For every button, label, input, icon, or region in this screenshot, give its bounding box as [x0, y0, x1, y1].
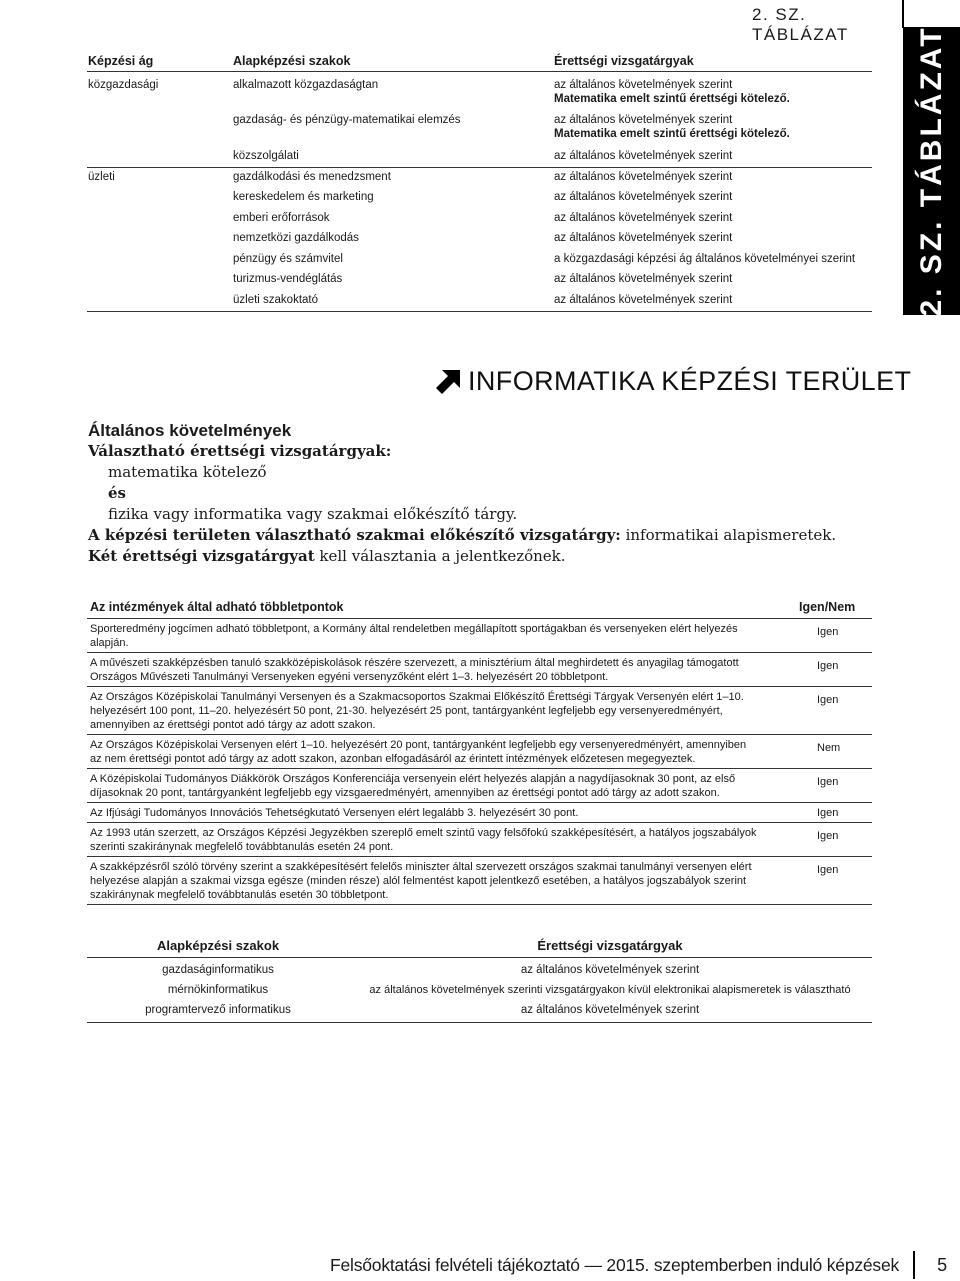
requirement-line: fizika vagy informatika vagy szakmai előkészítő tárgy. — [108, 505, 518, 523]
extra-points-description: Az Országos Középiskolai Versenyen elért 1–10. helyezésért 20 pont, tantárgyanként legfeljebb egy versenyeredményért, amennyiben az nem érettségi pontot adó tárgy az adott szakon, azonban elfogadásáról az érintett intézmények előzetesen megegyeztek. — [90, 739, 747, 765]
subjects-cell: az általános követelmények szerint — [554, 79, 733, 91]
subjects-cell: az általános követelmények szerint — [520, 1004, 700, 1016]
col-header-major: Alapképzési szakok — [233, 54, 351, 68]
subjects-cell: az általános követelmények szerinti vizsgatárgyakon kívül elektronikai alapismeretek is választható — [369, 984, 851, 996]
extra-points-value: Igen — [817, 626, 839, 638]
subjects-cell: az általános követelmények szerint — [554, 212, 733, 224]
table-row — [87, 857, 872, 905]
general-requirements — [88, 420, 888, 567]
general-requirements-title: Általános követelmények — [88, 421, 292, 440]
major-cell: gazdaságinformatikus — [162, 964, 274, 976]
major-cell: kereskedelem és marketing — [233, 191, 374, 203]
col-header-extra-points: Az intézmények által adható többletpontok — [90, 600, 344, 614]
major-cell: turizmus-vendéglátás — [233, 273, 343, 285]
majors-table-body — [87, 72, 872, 312]
prep-subject-label: A képzési területen választható szakmai előkészítő vizsgatárgy: — [88, 526, 621, 544]
major-cell: mérnökinformatikus — [167, 984, 269, 996]
section-title — [436, 366, 911, 397]
subjects-cell: az általános követelmények szerint — [554, 232, 733, 244]
subjects-cell: az általános követelmények szerint — [554, 150, 733, 162]
extra-points-description: Sporteredmény jogcímen adható többletpont, a Kormány által rendeletben megállapított sportágakban és versenyeken elért helyezés alapján. — [90, 623, 738, 649]
two-subjects-value: kell választania a jelentkezőnek. — [314, 547, 566, 565]
major-cell: gazdálkodási és menedzsment — [233, 171, 391, 183]
col-header-branch: Képzési ág — [88, 54, 154, 68]
majors-table-header — [87, 51, 872, 72]
col-header-yes-no: Igen/Nem — [799, 600, 856, 614]
col-header-major: Alapképzési szakok — [156, 938, 280, 953]
page-number: 5 — [937, 1254, 948, 1275]
divider — [87, 167, 872, 168]
subjects-cell: az általános követelmények szerint — [554, 273, 733, 285]
extra-points-description: Az Ifjúsági Tudományos Innovációs Tehetségkutató Versenyen elért legalább 3. helyezésért 30 pont. — [90, 807, 579, 819]
prep-subject-value: informatikai alapismeretek. — [620, 526, 837, 544]
extra-points-description: A szakképzésről szóló törvény szerint a szakképesítésért felelős miniszter által szervezett országos szakmai tanulmányi versenyen elért helyezése alapján a szakmai vizsga egésze (minden része) alól felmentést kapott jelentkező esetében, a hatályos jogszabályok szerint szakiránynak megfelelő továbbtanulás esetén 30 többletpont. — [90, 861, 752, 901]
major-cell: üzleti szakoktató — [233, 294, 319, 306]
major-cell: nemzetközi gazdálkodás — [233, 232, 359, 244]
extra-points-value: Igen — [817, 694, 839, 706]
requirement-conjunction: és — [108, 484, 126, 502]
footer-divider — [913, 1251, 915, 1279]
page-footer — [330, 1252, 947, 1278]
table-row — [87, 769, 872, 803]
branch-cell: üzleti — [88, 171, 115, 183]
table-row — [87, 619, 872, 653]
extra-points-value: Igen — [817, 776, 839, 788]
extra-points-value: Igen — [817, 807, 839, 819]
major-cell: közszolgálati — [233, 150, 299, 162]
subjects-cell: az általános követelmények szerint — [554, 294, 733, 306]
side-tab — [903, 27, 960, 315]
informatics-majors-header — [87, 935, 872, 958]
extra-points-description: A Középiskolai Tudományos Diákkörök Országos Konferenciája versenyein elért helyezés alapján a nagydíjasoknak 30 pont, az első díjasoknak 20 pont, tantárgyanként legfeljebb egy vizsgaeredményért, amennyiben az érettségi pontot adó tárgy az adott szakon. — [90, 773, 736, 799]
prep-subject-line — [88, 525, 888, 546]
note-cell: Matematika emelt szintű érettségi kötelező. — [554, 128, 790, 140]
subjects-cell: az általános követelmények szerint — [520, 964, 700, 976]
table-row — [87, 823, 872, 857]
table-row — [87, 1000, 872, 1023]
major-cell: programtervező informatikus — [145, 1004, 291, 1016]
table-row — [87, 980, 872, 1000]
side-tab-label: 2. SZ. TÁBLÁZAT — [914, 25, 948, 317]
table-row — [87, 960, 872, 980]
two-subjects-line — [88, 546, 888, 567]
choosable-subjects-label: Választható érettségi vizsgatárgyak: — [88, 442, 392, 460]
col-header-subjects: Érettségi vizsgatárgyak — [554, 54, 694, 68]
page-header-label — [752, 0, 904, 44]
table-row — [87, 735, 872, 769]
subjects-cell: az általános követelmények szerint — [554, 191, 733, 203]
extra-points-value: Igen — [817, 830, 839, 842]
arrow-up-right-icon — [436, 370, 460, 394]
extra-points-value: Igen — [817, 660, 839, 672]
major-cell: emberi erőforrások — [233, 212, 330, 224]
header-label-text: 2. SZ. TÁBLÁZAT — [752, 5, 849, 44]
section-title-text: INFORMATIKA KÉPZÉSI TERÜLET — [468, 366, 912, 396]
col-header-subjects: Érettségi vizsgatárgyak — [537, 938, 683, 953]
majors-table — [87, 51, 872, 312]
footer-text: Felsőoktatási felvételi tájékoztató — 2015. szeptemberben induló képzések — [330, 1254, 900, 1275]
extra-points-value: Nem — [817, 742, 841, 754]
extra-points-table — [87, 597, 872, 905]
extra-points-description: A művészeti szakképzésben tanuló szakközépiskolások részére szervezett, a minisztérium által meghirdetett és anyagilag támogatott Országos Művészeti Tanulmányi Versenyeken egyéni versenyzőként elért 1–3. helyezésért 20 többletpont. — [90, 657, 739, 683]
major-cell: alkalmazott közgazdaságtan — [233, 79, 379, 91]
extra-points-value: Igen — [817, 864, 839, 876]
table-bottom-border — [87, 311, 872, 312]
table-row — [87, 653, 872, 687]
subjects-cell: az általános követelmények szerint — [554, 114, 733, 126]
requirement-line: matematika kötelező — [108, 463, 267, 481]
branch-cell: közgazdasági — [88, 79, 159, 91]
table-row — [87, 687, 872, 735]
major-cell: gazdaság- és pénzügy-matematikai elemzés — [233, 114, 461, 126]
subjects-cell: a közgazdasági képzési ág általános követelményei szerint — [554, 253, 856, 265]
extra-points-description: Az 1993 után szerzett, az Országos Képzési Jegyzékben szereplő emelt szintű vagy felsőfokú szakképesítésért, a hatályos jogszabályok szerinti szakiránynak megfelelő továbbtanulás esetén 24 pont. — [90, 827, 757, 853]
two-subjects-label: Két érettségi vizsgatárgyat — [88, 547, 315, 565]
subjects-cell: az általános követelmények szerint — [554, 171, 733, 183]
note-cell: Matematika emelt szintű érettségi kötelező. — [554, 93, 790, 105]
informatics-majors-table — [87, 935, 872, 1023]
extra-points-header — [87, 597, 872, 619]
major-cell: pénzügy és számvitel — [233, 253, 343, 265]
table-row — [87, 803, 872, 823]
extra-points-description: Az Országos Középiskolai Tanulmányi Versenyen és a Szakmacsoportos Szakmai Előkészítő Érettségi Tárgyak Versenyén elért 1–10. helyezésért 100 pont, 11–20. helyezésért 50 pont, 21-30. helyezésért 25 pont, tantárgyanként legfeljebb egy versenyeredményért, amennyiben az érettségi pontot adó tárgy az adott szakon. — [90, 691, 744, 731]
